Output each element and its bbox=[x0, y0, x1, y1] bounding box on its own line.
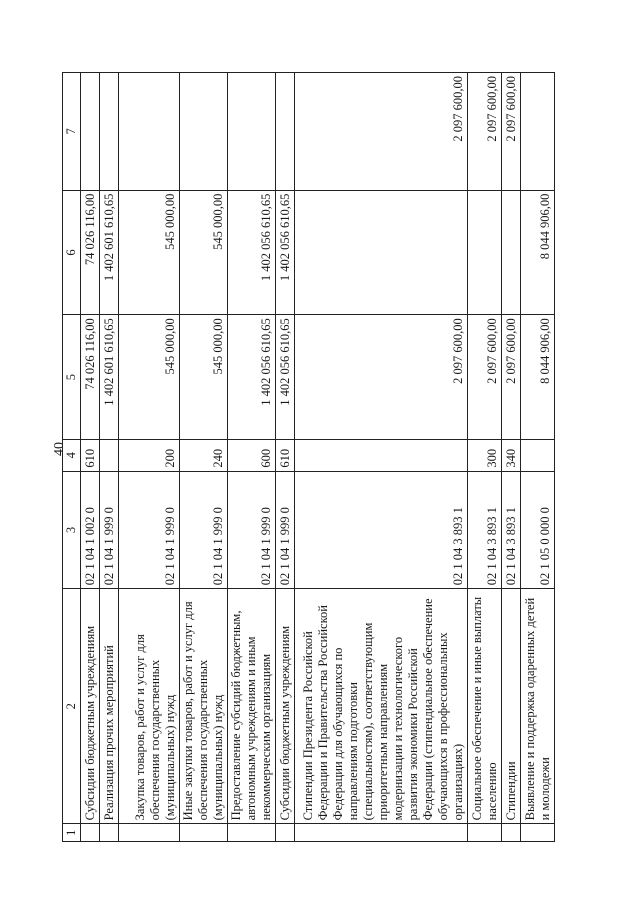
table-row bbox=[119, 73, 180, 842]
table-row bbox=[228, 73, 276, 842]
type-cell bbox=[521, 439, 555, 471]
table-row bbox=[100, 73, 119, 842]
amount-cell: 8 044 906,00 bbox=[521, 315, 555, 440]
header-cell: 5 bbox=[63, 315, 81, 440]
header-cell: 4 bbox=[63, 439, 81, 471]
amount-cell: 1 402 056 610,65 bbox=[276, 315, 295, 440]
budget-table-rotated bbox=[62, 72, 552, 842]
amount-cell bbox=[119, 73, 180, 191]
code-cell: 02 1 05 0 000 0 bbox=[521, 471, 555, 589]
name-cell: Социальное обеспечение и иные выплаты населению bbox=[468, 589, 502, 824]
row-number-cell bbox=[81, 824, 100, 842]
amount-cell bbox=[180, 73, 228, 191]
row-number-cell bbox=[521, 824, 555, 842]
name-cell: Реализация прочих мероприятий bbox=[100, 589, 119, 824]
table-row bbox=[502, 73, 521, 842]
amount-cell: 74 026 116,00 bbox=[81, 315, 100, 440]
type-cell bbox=[100, 439, 119, 471]
row-number-cell bbox=[100, 824, 119, 842]
row-number-cell bbox=[295, 824, 468, 842]
amount-cell bbox=[81, 73, 100, 191]
amount-cell: 2 097 600,00 bbox=[468, 73, 502, 191]
name-cell: Выявление и поддержка одаренных детей и молодежи bbox=[521, 589, 555, 824]
code-cell: 02 1 04 1 999 0 bbox=[180, 471, 228, 589]
row-number-cell bbox=[228, 824, 276, 842]
table-row bbox=[180, 73, 228, 842]
header-cell: 3 bbox=[63, 471, 81, 589]
name-cell: Стипендии Президента Российской Федерации и Правительства Российской Федерации для обучающихся по направлениям подготовки (специальностям), соответствующим приоритетным направлениям модернизации и технологического развития экономики Российской Федерации (стипендиальное обеспечение обучающихся в профессиональных организациях) bbox=[295, 589, 468, 824]
type-cell: 240 bbox=[180, 439, 228, 471]
row-number-cell bbox=[119, 824, 180, 842]
table-row bbox=[521, 73, 555, 842]
amount-cell: 2 097 600,00 bbox=[295, 73, 468, 191]
amount-cell bbox=[502, 190, 521, 315]
name-cell: Субсидии бюджетным учреждениям bbox=[81, 589, 100, 824]
code-cell: 02 1 04 1 002 0 bbox=[81, 471, 100, 589]
budget-table bbox=[62, 72, 555, 842]
amount-cell: 1 402 601 610,65 bbox=[100, 315, 119, 440]
name-cell: Иные закупки товаров, работ и услуг для обеспечения государственных (муниципальных) нужд bbox=[180, 589, 228, 824]
name-cell: Субсидии бюджетным учреждениям bbox=[276, 589, 295, 824]
code-cell: 02 1 04 3 893 1 bbox=[468, 471, 502, 589]
amount-cell bbox=[468, 190, 502, 315]
amount-cell bbox=[521, 73, 555, 191]
row-number-cell bbox=[468, 824, 502, 842]
table-row bbox=[276, 73, 295, 842]
page-number: 40 bbox=[52, 442, 67, 456]
row-number-cell bbox=[276, 824, 295, 842]
amount-cell bbox=[295, 190, 468, 315]
header-row bbox=[63, 73, 81, 842]
amount-cell: 1 402 056 610,65 bbox=[228, 190, 276, 315]
type-cell: 340 bbox=[502, 439, 521, 471]
code-cell: 02 1 04 3 893 1 bbox=[295, 471, 468, 589]
table-row bbox=[295, 73, 468, 842]
code-cell: 02 1 04 1 999 0 bbox=[276, 471, 295, 589]
amount-cell: 2 097 600,00 bbox=[295, 315, 468, 440]
header-cell: 2 bbox=[63, 589, 81, 824]
type-cell: 200 bbox=[119, 439, 180, 471]
code-cell: 02 1 04 1 999 0 bbox=[100, 471, 119, 589]
amount-cell: 1 402 056 610,65 bbox=[228, 315, 276, 440]
amount-cell bbox=[100, 73, 119, 191]
table-row bbox=[468, 73, 502, 842]
amount-cell bbox=[228, 73, 276, 191]
header-cell: 7 bbox=[63, 73, 81, 191]
header-cell: 6 bbox=[63, 190, 81, 315]
amount-cell: 545 000,00 bbox=[180, 315, 228, 440]
amount-cell: 74 026 116,00 bbox=[81, 190, 100, 315]
type-cell: 300 bbox=[468, 439, 502, 471]
type-cell: 610 bbox=[276, 439, 295, 471]
amount-cell: 545 000,00 bbox=[180, 190, 228, 315]
name-cell: Закупка товаров, работ и услуг для обеспечения государственных (муниципальных) нужд bbox=[119, 589, 180, 824]
code-cell: 02 1 04 3 893 1 bbox=[502, 471, 521, 589]
amount-cell: 8 044 906,00 bbox=[521, 190, 555, 315]
name-cell: Стипендии bbox=[502, 589, 521, 824]
amount-cell bbox=[276, 73, 295, 191]
amount-cell: 2 097 600,00 bbox=[502, 315, 521, 440]
amount-cell: 1 402 601 610,65 bbox=[100, 190, 119, 315]
type-cell bbox=[295, 439, 468, 471]
amount-cell: 545 000,00 bbox=[119, 315, 180, 440]
name-cell: Предоставление субсидий бюджетным, автономным учреждениям и иным некоммерческим организациям bbox=[228, 589, 276, 824]
table-row bbox=[81, 73, 100, 842]
amount-cell: 545 000,00 bbox=[119, 190, 180, 315]
amount-cell: 1 402 056 610,65 bbox=[276, 190, 295, 315]
amount-cell: 2 097 600,00 bbox=[468, 315, 502, 440]
header-cell: 1 bbox=[63, 824, 81, 842]
type-cell: 600 bbox=[228, 439, 276, 471]
row-number-cell bbox=[502, 824, 521, 842]
code-cell: 02 1 04 1 999 0 bbox=[228, 471, 276, 589]
code-cell: 02 1 04 1 999 0 bbox=[119, 471, 180, 589]
amount-cell: 2 097 600,00 bbox=[502, 73, 521, 191]
type-cell: 610 bbox=[81, 439, 100, 471]
row-number-cell bbox=[180, 824, 228, 842]
